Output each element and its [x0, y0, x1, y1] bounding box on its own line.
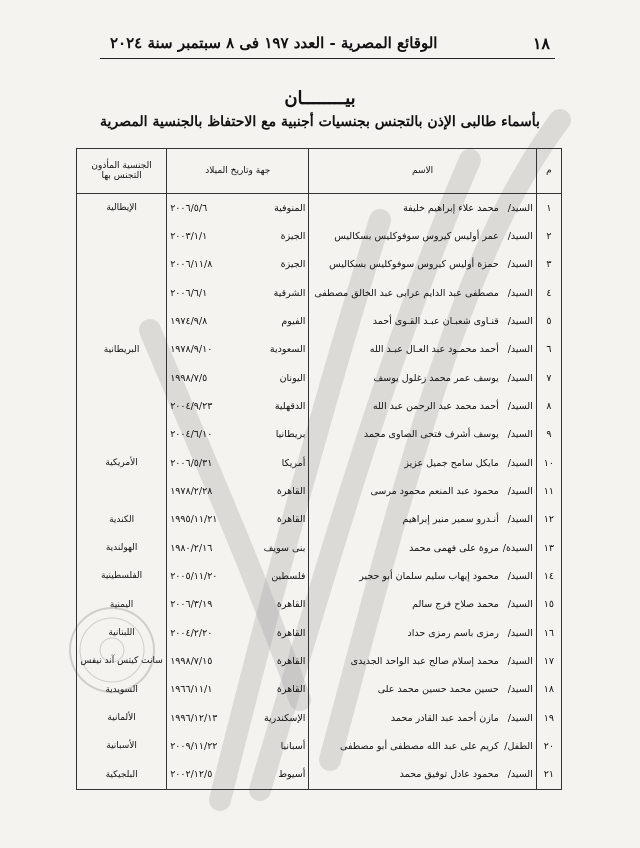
page-number: ١٨ [532, 33, 550, 53]
col-header-birth: جهة وتاريخ الميلاد [167, 149, 309, 194]
table-row [77, 761, 562, 790]
birth-place: القاهرة [276, 684, 306, 696]
birth-date: ٢٠٠٦/١١/٨ [170, 259, 213, 271]
birth-place: فلسطين [271, 570, 306, 582]
table-row [77, 336, 562, 364]
header-rule [100, 58, 555, 59]
applicant-title: السيد/ [507, 400, 533, 412]
birth-date: ١٩٧٨/٩/١٠ [170, 344, 213, 356]
table-row [77, 676, 562, 704]
row-number: ١١ [536, 477, 561, 505]
nationality-cell: الهولندية [77, 534, 167, 562]
applicant-title: السيد/ [507, 570, 533, 582]
nationality-cell: الفلسطينية [77, 562, 167, 590]
birth-place: القاهرة [276, 599, 306, 611]
applicant-title: السيد/ [507, 655, 533, 667]
row-number: ١٧ [536, 647, 561, 675]
table-row [77, 647, 562, 675]
nationality-cell [77, 477, 167, 505]
applicant-name: محمود عبد المنعم محمود مرسى [370, 485, 499, 497]
applicant-cell [309, 761, 536, 790]
applicant-title: السيد/ [507, 684, 533, 696]
birth-date: ١٩٧٤/٩/٨ [170, 315, 208, 327]
applicant-name: محمد إسلام صالح عبد الواحد الجديدى [350, 655, 499, 667]
running-header [110, 30, 550, 56]
birth-date: ٢٠٠٩/١١/٢٢ [170, 740, 218, 752]
applicant-cell [309, 336, 536, 364]
nationality-cell: السويدية [77, 676, 167, 704]
birth-date: ١٩٦٦/١١/١ [170, 684, 213, 696]
table-row [77, 392, 562, 420]
row-number: ٩ [536, 421, 561, 449]
table-header-row [77, 149, 562, 194]
nationality-cell: الأمريكية [77, 449, 167, 477]
birth-place: الإسكندرية [263, 712, 306, 724]
birth-place: القاهرة [276, 514, 306, 526]
table-row [77, 591, 562, 619]
applicant-title: السيد/ [507, 202, 533, 214]
applicant-cell [309, 591, 536, 619]
birth-date: ١٩٩٨/٧/١٥ [170, 655, 213, 667]
birth-place: أسبانيا [280, 740, 306, 752]
applicant-name: أحمد محمـود عبد العـال عبـد الله [369, 344, 499, 356]
birth-cell [167, 251, 309, 279]
applicant-name: أنـدرو سمير منير إبراهيم [402, 514, 499, 526]
nationality-cell: اللبنانية [77, 619, 167, 647]
birth-date: ٢٠٠٦/٥/٦ [170, 202, 208, 214]
applicant-cell [309, 364, 536, 392]
birth-date: ٢٠٠٦/٣/١٩ [170, 599, 213, 611]
table-row [77, 506, 562, 534]
row-number: ١٢ [536, 506, 561, 534]
birth-cell [167, 704, 309, 732]
applicant-title: السيد/ [507, 287, 533, 299]
applicant-name: مايكل سامح جميل عزيز [404, 457, 499, 469]
applicant-name: يوسف عمر محمد زغلول يوسف [373, 372, 499, 384]
row-number: ٢٠ [536, 732, 561, 760]
row-number: ٨ [536, 392, 561, 420]
applicant-title: السيد/ [507, 372, 533, 384]
row-number: ٤ [536, 279, 561, 307]
table-row [77, 421, 562, 449]
table-row [77, 449, 562, 477]
table-row [77, 562, 562, 590]
applicant-title: السيد/ [507, 457, 533, 469]
birth-place: الجيزة [280, 231, 306, 242]
applicant-cell [309, 676, 536, 704]
birth-cell [167, 477, 309, 505]
birth-date: ١٩٨٠/٢/١٦ [170, 542, 213, 554]
table-row [77, 704, 562, 732]
col-header-number: م [536, 149, 561, 194]
nationality-cell [77, 279, 167, 307]
applicant-name: أحمد محمد عبد الرحمن عبد الله [372, 400, 499, 412]
document-subtitle: بأسماء طالبى الإذن بالتجنس بجنسيات أجنبية مع الاحتفاظ بالجنسية المصرية [100, 114, 540, 130]
applicant-name: محمد علاء إبراهيم خليفة [403, 202, 499, 214]
applicant-title: السيدة/ [502, 542, 533, 554]
birth-place: الجيزة [280, 259, 306, 271]
applicant-cell [309, 194, 536, 223]
applicant-title: السيد/ [507, 712, 533, 724]
applicant-cell [309, 251, 536, 279]
applicant-name: حسين محمد حسين محمد على [377, 684, 499, 696]
applicant-name: حمزة أوليس كيروس سوفوكليس بسكاليس [329, 259, 499, 271]
birth-cell [167, 392, 309, 420]
row-number: ١ [536, 194, 561, 223]
applicant-cell [309, 562, 536, 590]
applicant-title: السيد/ [507, 627, 533, 639]
table-row [77, 307, 562, 335]
applicant-cell [309, 619, 536, 647]
birth-place: بنى سويف [263, 542, 306, 554]
birth-cell [167, 449, 309, 477]
birth-cell [167, 732, 309, 760]
applicant-cell [309, 477, 536, 505]
birth-place: الشرقية [273, 287, 306, 299]
birth-cell [167, 222, 309, 250]
applicant-name: محمود إيهاب سليم سلمان أبو حجير [359, 570, 499, 582]
birth-place: اليونان [279, 372, 306, 384]
row-number: ١٩ [536, 704, 561, 732]
nationality-cell: الألمانية [77, 704, 167, 732]
birth-date: ٢٠٠٤/٦/١٠ [170, 429, 213, 441]
birth-date: ١٩٩٦/١٢/١٣ [170, 712, 218, 724]
applicants-table [76, 148, 562, 790]
nationality-cell [77, 364, 167, 392]
birth-place: أمريكا [281, 457, 306, 469]
nationality-cell [77, 222, 167, 250]
nationality-cell: الأسبانية [77, 732, 167, 760]
row-number: ١٦ [536, 619, 561, 647]
applicant-title: السيد/ [507, 231, 533, 242]
applicant-cell [309, 421, 536, 449]
table-row [77, 534, 562, 562]
birth-cell [167, 506, 309, 534]
nationality-cell [77, 251, 167, 279]
birth-cell [167, 336, 309, 364]
table-row [77, 364, 562, 392]
applicant-title: السيد/ [507, 769, 533, 781]
applicant-name: مصطفى عبد الدايم عرابى عبد الخالق مصطفى [314, 287, 499, 299]
table-row [77, 619, 562, 647]
birth-place: السعودية [269, 344, 306, 356]
applicant-title: السيد/ [507, 485, 533, 497]
birth-date: ٢٠٠٢/١٢/٥ [170, 769, 213, 781]
applicant-name: عمر أوليس كيروس سوفوكليس بسكاليس [334, 231, 499, 242]
birth-cell [167, 562, 309, 590]
applicant-cell [309, 392, 536, 420]
applicant-cell [309, 222, 536, 250]
applicant-name: مروة على فهمى محمد [409, 542, 499, 554]
applicant-title: السيد/ [507, 259, 533, 271]
table-body [77, 194, 562, 790]
birth-date: ٢٠٠٦/٦/١ [170, 287, 208, 299]
birth-cell [167, 647, 309, 675]
birth-cell [167, 619, 309, 647]
applicant-name: يوسف أشرف فتحى الصاوى محمد [363, 429, 499, 441]
birth-cell [167, 676, 309, 704]
table-row [77, 477, 562, 505]
col-header-nationality: الجنسية المأذون التجنس بها [77, 149, 167, 194]
birth-place: القاهرة [276, 655, 306, 667]
applicant-cell [309, 279, 536, 307]
applicant-name: محمد صلاح فرج سالم [412, 599, 499, 611]
birth-cell [167, 421, 309, 449]
birth-date: ١٩٩٥/١١/٢١ [170, 514, 218, 526]
applicant-name: كريم على عبد الله مصطفى أبو مصطفى [340, 740, 499, 752]
birth-cell [167, 534, 309, 562]
birth-date: ٢٠٠٦/٥/٣١ [170, 457, 213, 469]
birth-cell [167, 761, 309, 790]
table-row [77, 194, 562, 223]
row-number: ٦ [536, 336, 561, 364]
applicant-title: السيد/ [507, 315, 533, 327]
table-row [77, 251, 562, 279]
birth-date: ٢٠٠٥/١١/٢٠ [170, 570, 218, 582]
col-header-name: الاسم [309, 149, 536, 194]
publication-line: الوقائع المصرية - العدد ١٩٧ فى ٨ سبتمبر سنة ٢٠٢٤ [110, 34, 438, 52]
birth-cell [167, 364, 309, 392]
row-number: ٧ [536, 364, 561, 392]
nationality-cell: سانت كيتس آند نيفس [77, 647, 167, 675]
applicant-name: رمزى باسم رمزى حداد [407, 627, 499, 639]
birth-date: ٢٠٠٣/١/١ [170, 231, 208, 242]
applicant-name: قنـاوى شعبـان عبـد القـوى أحمد [372, 315, 499, 327]
birth-cell [167, 279, 309, 307]
birth-place: أسيوط [278, 769, 306, 781]
applicant-cell [309, 449, 536, 477]
nationality-cell: الإيطالية [77, 194, 167, 223]
applicant-cell [309, 647, 536, 675]
nationality-cell: البلجيكية [77, 761, 167, 790]
row-number: ٥ [536, 307, 561, 335]
birth-cell [167, 194, 309, 223]
row-number: ٢ [536, 222, 561, 250]
applicant-name: محمود عادل توفيق محمد [399, 769, 499, 781]
row-number: ١٥ [536, 591, 561, 619]
applicant-cell [309, 732, 536, 760]
birth-place: القاهرة [276, 485, 306, 497]
row-number: ٣ [536, 251, 561, 279]
birth-date: ١٩٧٨/٢/٢٨ [170, 485, 213, 497]
birth-cell [167, 591, 309, 619]
applicant-title: السيد/ [507, 514, 533, 526]
table-row [77, 732, 562, 760]
birth-cell [167, 307, 309, 335]
table-row [77, 222, 562, 250]
applicant-cell [309, 307, 536, 335]
applicant-name: مازن أحمد عبد القادر محمد [390, 712, 499, 724]
nationality-cell [77, 307, 167, 335]
applicant-title: السيد/ [507, 599, 533, 611]
applicant-title: السيد/ [507, 429, 533, 441]
birth-place: الفيوم [281, 315, 306, 327]
nationality-cell [77, 421, 167, 449]
nationality-cell: البريطانية [77, 336, 167, 364]
applicant-cell [309, 704, 536, 732]
birth-place: المنوفية [274, 202, 306, 214]
birth-date: ٢٠٠٤/٢/٢٠ [170, 627, 213, 639]
birth-place: الدقهلية [274, 400, 306, 412]
row-number: ١٨ [536, 676, 561, 704]
nationality-cell [77, 392, 167, 420]
row-number: ١٠ [536, 449, 561, 477]
birth-place: بريطانيا [275, 429, 306, 441]
row-number: ٢١ [536, 761, 561, 790]
row-number: ١٤ [536, 562, 561, 590]
table-row [77, 279, 562, 307]
nationality-cell: الكندية [77, 506, 167, 534]
applicant-cell [309, 534, 536, 562]
document-title: بيــــــــان [284, 88, 356, 109]
applicant-title: السيد/ [507, 344, 533, 356]
birth-date: ١٩٩٨/٧/٥ [170, 372, 208, 384]
applicant-cell [309, 506, 536, 534]
birth-place: القاهرة [276, 627, 306, 639]
row-number: ١٣ [536, 534, 561, 562]
nationality-cell: اليمنية [77, 591, 167, 619]
applicant-title: الطفل/ [504, 740, 533, 752]
birth-date: ٢٠٠٤/٩/٢٣ [170, 400, 213, 412]
